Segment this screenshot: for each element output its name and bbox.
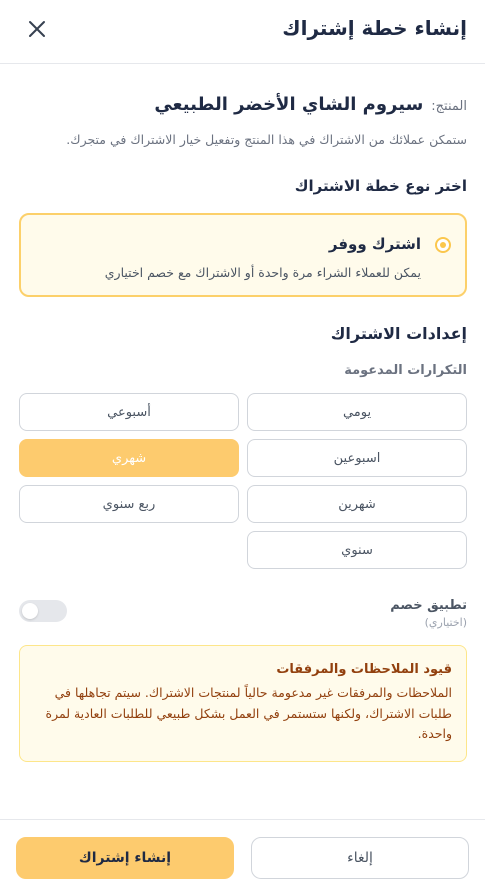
discount-toggle[interactable] (19, 600, 67, 622)
frequency-daily[interactable]: يومي (247, 393, 467, 431)
dialog-title: إنشاء خطة إشتراك (282, 16, 467, 40)
plan-type-title: اختر نوع خطة الاشتراك (294, 177, 467, 195)
frequency-yearly[interactable]: سنوي (247, 531, 467, 569)
radio-selected-icon[interactable] (435, 237, 451, 253)
frequency-quarterly[interactable]: ربع سنوي (19, 485, 239, 523)
discount-label: تطبيق خصم (390, 598, 467, 613)
notes-attachments-notice (19, 645, 467, 762)
toggle-knob (22, 603, 38, 619)
plan-option-title: اشترك ووفر (328, 235, 421, 253)
plan-option-subscribe-save[interactable] (19, 213, 467, 297)
product-label: المنتج: (431, 99, 467, 114)
close-icon (24, 16, 50, 42)
plan-option-description: يمكن للعملاء الشراء مرة واحدة أو الاشتراك مع خصم اختياري (104, 265, 421, 280)
cancel-button[interactable]: إلغاء (251, 837, 469, 879)
dialog-footer (0, 819, 485, 884)
product-name: سيروم الشاي الأخضر الطبيعي (154, 94, 424, 115)
discount-optional-label: (اختياري) (424, 616, 467, 629)
product-row (154, 94, 467, 115)
frequencies-label: التكرارات المدعومة (344, 363, 467, 378)
notice-body: الملاحظات والمرفقات غير مدعومة حالياً لمنتجات الاشتراك. سيتم تجاهلها في طلبات الاشتراك، ولكنها ستستمر في العمل بشكل طبيعي للطلبات العادية لمرة واحدة. (45, 685, 452, 742)
settings-title: إعدادات الاشتراك (330, 324, 467, 343)
frequency-bimonthly[interactable]: شهرين (247, 485, 467, 523)
close-button[interactable] (24, 16, 50, 42)
create-subscription-button[interactable]: إنشاء إشتراك (16, 837, 234, 879)
notice-title: قيود الملاحظات والمرفقات (276, 662, 452, 677)
dialog-header (0, 0, 485, 64)
frequency-monthly[interactable]: شهري (19, 439, 239, 477)
product-description: ستمكن عملائك من الاشتراك في هذا المنتج وتفعيل خيار الاشتراك في متجرك. (66, 132, 467, 147)
frequency-biweekly[interactable]: اسبوعين (247, 439, 467, 477)
frequency-weekly[interactable]: أسبوعي (19, 393, 239, 431)
